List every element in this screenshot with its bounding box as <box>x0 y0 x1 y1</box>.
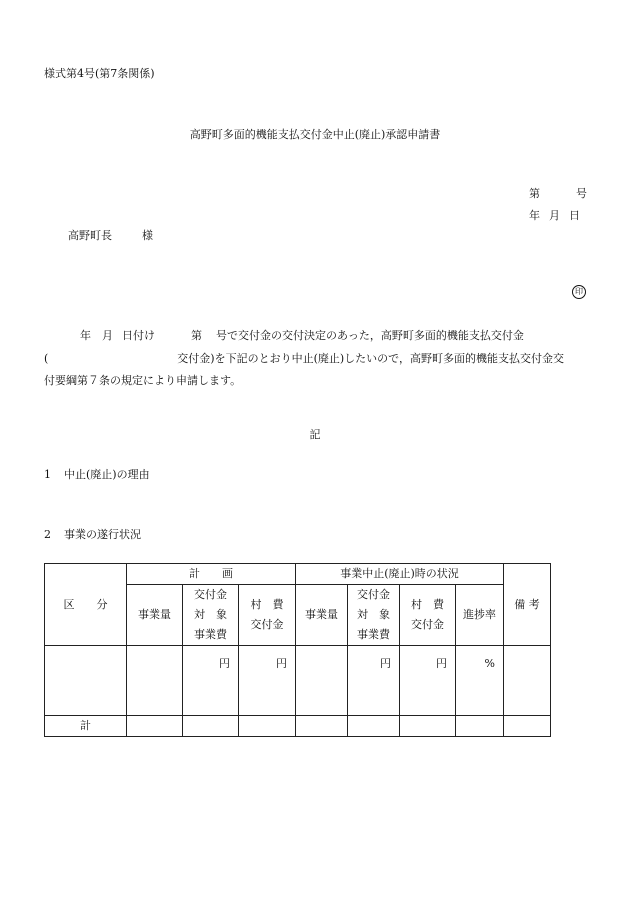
row-bikou-cell <box>504 646 551 716</box>
status-target-line3: 事業費 <box>357 628 390 641</box>
status-village-line2: 交付金 <box>411 618 444 631</box>
status-volume-header: 事業量 <box>296 585 348 646</box>
addressee-honorific: 様 <box>142 229 153 242</box>
section-2-heading <box>44 528 141 541</box>
status-target-line2: 対 象 <box>357 608 390 621</box>
total-cell <box>348 716 400 737</box>
number-go: 号 <box>576 187 587 200</box>
plan-village-line2: 交付金 <box>250 618 284 631</box>
addressee <box>68 229 153 242</box>
row-plan-volume-cell <box>127 646 183 716</box>
total-cell <box>456 716 504 737</box>
total-row <box>45 716 551 737</box>
kubun-header: 区 分 <box>45 564 127 646</box>
status-village-subsidy-header <box>400 585 456 646</box>
body-line3: 付要綱第７条の規定により申請します。 <box>44 374 242 387</box>
seal-mark: 印 <box>572 285 586 299</box>
row-status-volume-cell <box>296 646 348 716</box>
row-status-village-cell: 円 <box>400 646 456 716</box>
body-dai: 第 <box>191 329 202 342</box>
section-1-label: 中止(廃止)の理由 <box>64 468 150 481</box>
date-year: 年 <box>529 209 540 222</box>
status-header: 事業中止(廃止)時の状況 <box>296 564 504 585</box>
total-cell <box>400 716 456 737</box>
plan-village-line1: 村 費 <box>250 598 284 611</box>
total-cell <box>239 716 296 737</box>
section-2-number: 2 <box>44 528 51 541</box>
plan-header: 計 画 <box>127 564 296 585</box>
body-day: 日付け <box>122 329 155 342</box>
progress-rate-header: 進捗率 <box>456 585 504 646</box>
total-cell <box>296 716 348 737</box>
total-label: 計 <box>45 716 127 737</box>
form-number: 様式第4号(第7条関係) <box>44 67 155 80</box>
plan-village-subsidy-header <box>239 585 296 646</box>
row-progress-cell: % <box>456 646 504 716</box>
document-number-line <box>529 187 587 200</box>
body-paren-open: ( <box>44 351 49 365</box>
plan-volume-header: 事業量 <box>127 585 183 646</box>
request-body <box>44 325 590 393</box>
total-cell <box>183 716 239 737</box>
row-status-target-cell: 円 <box>348 646 400 716</box>
progress-status-table <box>44 563 551 737</box>
section-1-number: 1 <box>44 468 51 481</box>
table-row <box>45 646 551 716</box>
body-month: 月 <box>102 329 113 342</box>
status-target-line1: 交付金 <box>357 588 390 601</box>
date-day: 日 <box>569 209 580 222</box>
row-plan-village-cell: 円 <box>239 646 296 716</box>
body-go-text: 号で交付金の交付決定のあった，高野町多面的機能支払交付金 <box>216 329 524 342</box>
date-month: 月 <box>549 209 560 222</box>
date-line <box>529 209 580 222</box>
plan-target-line2: 対 象 <box>194 608 227 621</box>
status-village-line1: 村 費 <box>411 598 444 611</box>
row-plan-target-cell: 円 <box>183 646 239 716</box>
bikou-header: 備 考 <box>504 564 551 646</box>
body-year: 年 <box>80 329 91 342</box>
ki-heading: 記 <box>309 428 321 441</box>
section-2-label: 事業の遂行状況 <box>64 528 141 541</box>
number-dai: 第 <box>529 187 540 200</box>
total-cell <box>504 716 551 737</box>
plan-target-line1: 交付金 <box>194 588 227 601</box>
row-kubun-cell <box>45 646 127 716</box>
plan-subsidy-target-header <box>183 585 239 646</box>
body-line2: 交付金)を下記のとおり中止(廃止)したいので，高野町多面的機能支払交付金交 <box>177 351 564 365</box>
document-title: 高野町多面的機能支払交付金中止(廃止)承認申請書 <box>189 128 441 141</box>
total-cell <box>127 716 183 737</box>
section-1-heading <box>44 468 150 481</box>
status-subsidy-target-header <box>348 585 400 646</box>
plan-target-line3: 事業費 <box>194 628 227 641</box>
addressee-name: 高野町長 <box>68 229 112 242</box>
